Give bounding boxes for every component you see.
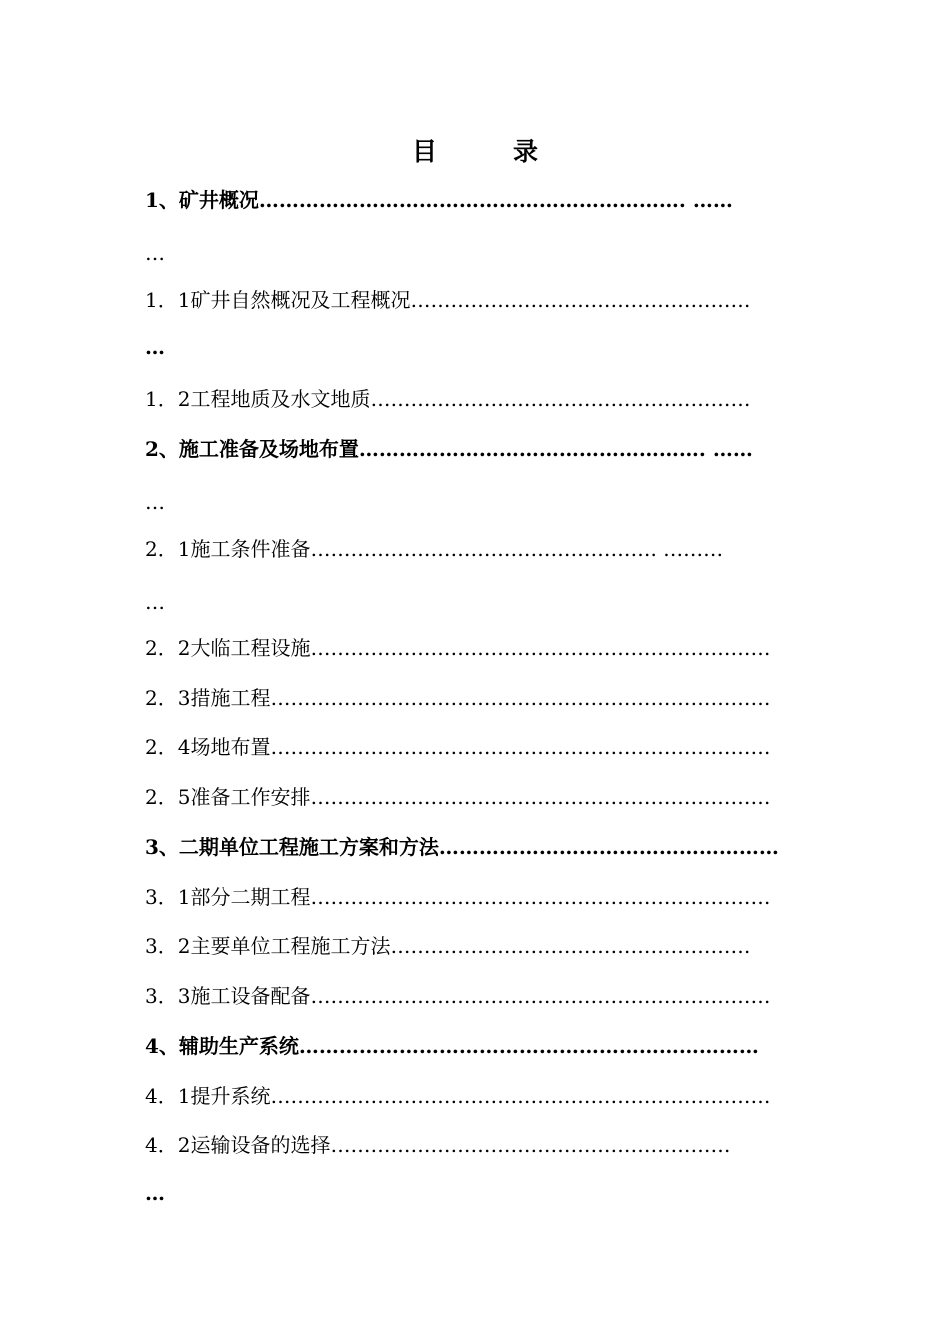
toc-entry-2-2: 2．2大临工程设施…………………………………………………………… bbox=[145, 636, 771, 660]
toc-entry-3-1: 3．1部分二期工程…………………………………………………………… bbox=[145, 885, 771, 909]
toc-entry-2-3: 2．3措施工程………………………………………………………………… bbox=[145, 686, 771, 710]
toc-entry-4: 4、辅助生产系统…………………………………………………………… bbox=[145, 1034, 759, 1058]
toc-entry-continuation: … bbox=[145, 590, 165, 614]
toc-title-char-2: 录 bbox=[513, 137, 539, 166]
toc-entry-continuation: … bbox=[145, 490, 165, 514]
toc-entry-continuation: … bbox=[145, 335, 165, 359]
toc-entry-1: 1、矿井概况………………………………………………………. …… bbox=[145, 188, 733, 212]
toc-entry-2-1: 2．1施工条件准备……………………………………………. ……… bbox=[145, 537, 724, 561]
toc-entry-2-4: 2．4场地布置………………………………………………………………… bbox=[145, 735, 771, 759]
toc-entry-2-5: 2．5准备工作安排…………………………………………………………… bbox=[145, 785, 771, 809]
toc-entry-3-2: 3．2主要单位工程施工方法……………………………………………… bbox=[145, 934, 751, 958]
toc-entry-3-3: 3．3施工设备配备…………………………………………………………… bbox=[145, 984, 771, 1008]
toc-entry-3: 3、二期单位工程施工方案和方法…………………………………………… bbox=[145, 835, 779, 859]
toc-title bbox=[0, 132, 950, 168]
toc-entry-continuation: … bbox=[145, 241, 165, 265]
toc-entry-1-2: 1．2工程地质及水文地质………………………………………………… bbox=[145, 387, 751, 411]
toc-entry-continuation: … bbox=[145, 1181, 165, 1205]
toc-entry-2: 2、施工准备及场地布置……………………………………………. …… bbox=[145, 437, 753, 461]
toc-entry-4-1: 4．1提升系统………………………………………………………………… bbox=[145, 1084, 771, 1108]
toc-entry-4-2: 4．2运输设备的选择…………………………………………………… bbox=[145, 1133, 731, 1157]
toc-title-char-1: 目 bbox=[411, 137, 437, 166]
toc-entry-1-1: 1．1矿井自然概况及工程概况…………………………………………… bbox=[145, 288, 751, 312]
